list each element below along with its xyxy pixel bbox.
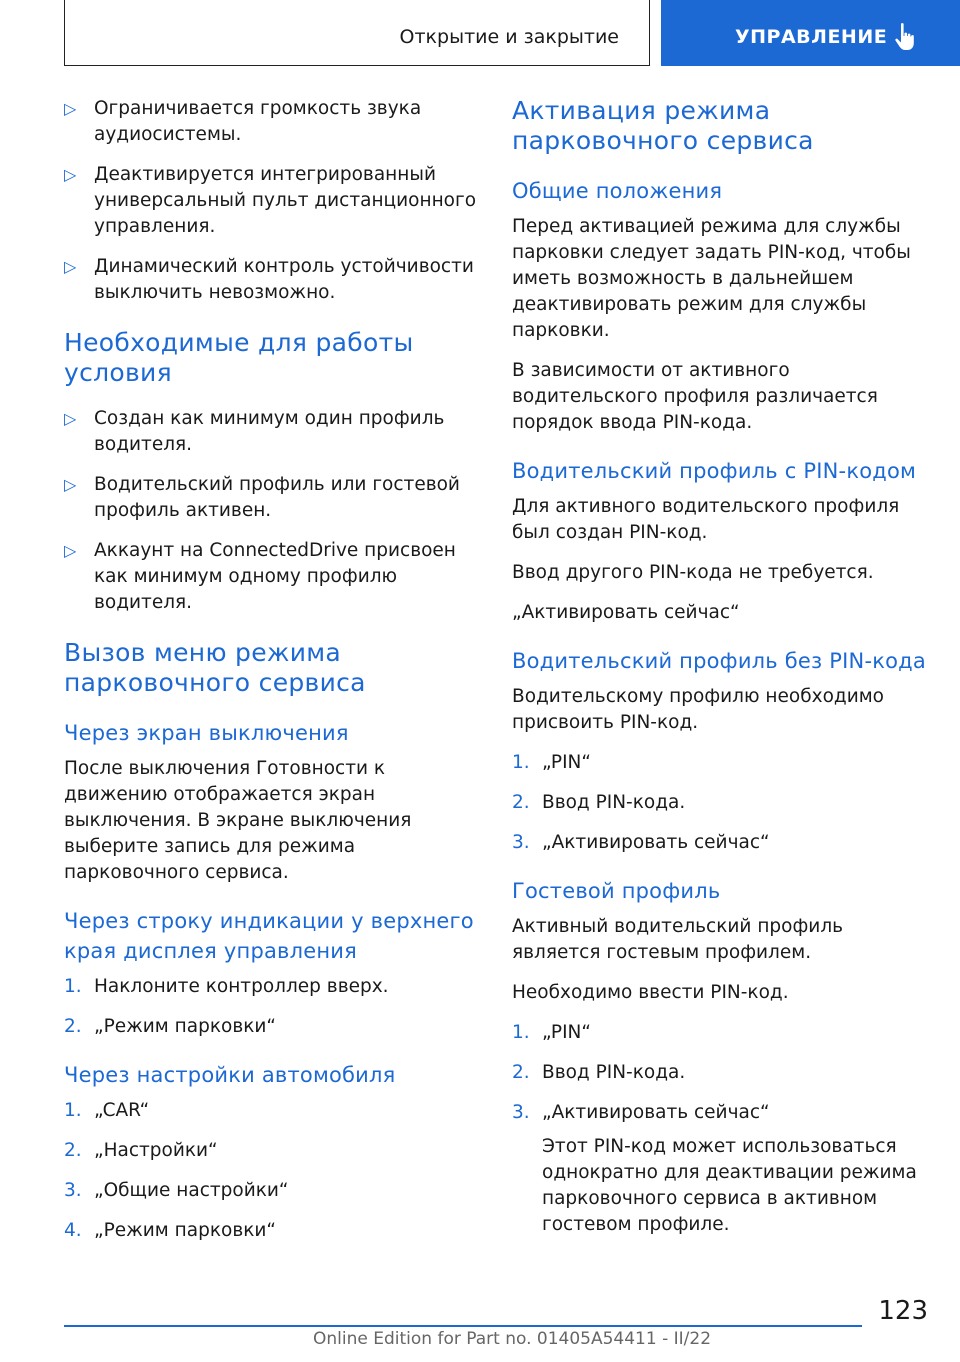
list-item: ▷ Водительский профиль или гостевой профиль активен. xyxy=(64,474,460,521)
step-item: 1. „PIN“ xyxy=(512,752,591,773)
heading-general: Общие положения xyxy=(512,179,723,203)
guest-text-1: Активный водительский профиль является гостевым профилем. xyxy=(512,916,844,963)
heading-guest-profile: Гостевой профиль xyxy=(512,879,721,903)
conditions-list xyxy=(64,406,478,616)
heading-conditions: Необходимые для работы условия xyxy=(64,328,414,387)
bullet-arrow-icon: ▷ xyxy=(64,409,77,428)
step-item: 2. „Настройки“ xyxy=(64,1140,218,1161)
footer-divider xyxy=(64,1325,862,1327)
heading-profile-with-pin: Водительский профиль с PIN-кодом xyxy=(512,459,917,483)
step-item: 4. „Режим парковки“ xyxy=(64,1220,277,1241)
page-number: 123 xyxy=(878,1296,928,1326)
guest-steps xyxy=(512,1020,932,1238)
without-pin-steps xyxy=(512,750,932,856)
restrictions-list xyxy=(64,96,478,306)
step-item: 2. Ввод PIN-кода. xyxy=(512,1062,686,1083)
section-title: Открытие и закрытие xyxy=(399,26,619,48)
heading-menu: Вызов меню режима парковочного сервиса xyxy=(64,638,366,697)
step-item: 1. Наклоните контроллер вверх. xyxy=(64,976,389,997)
vehicle-settings-steps xyxy=(64,1098,478,1244)
bullet-arrow-icon: ▷ xyxy=(64,257,77,276)
bullet-arrow-icon: ▷ xyxy=(64,99,77,118)
heading-shutdown-screen: Через экран выключения xyxy=(64,721,349,745)
right-column xyxy=(512,96,932,1252)
list-item: ▷ Ограничивается громкость звука аудиосистемы. xyxy=(64,98,422,145)
heading-vehicle-settings: Через настройки автомобиля xyxy=(64,1063,396,1087)
status-bar-steps xyxy=(64,974,478,1040)
list-item: ▷ Деактивируется интегрированный универсальный пульт дистанционного управления. xyxy=(64,164,477,237)
step-item: 2. Ввод PIN-кода. xyxy=(512,792,686,813)
step-item: 1. „PIN“ xyxy=(512,1022,591,1043)
list-item: ▷ Аккаунт на ConnectedDrive присвоен как минимум одному профилю водителя. xyxy=(64,540,456,613)
heading-profile-without-pin: Водительский профиль без PIN-кода xyxy=(512,649,926,673)
bullet-arrow-icon: ▷ xyxy=(64,541,77,560)
with-pin-text-3: „Активировать сейчас“ xyxy=(512,602,740,623)
header-section-box xyxy=(64,0,650,66)
with-pin-text-2: Ввод другого PIN-кода не требуется. xyxy=(512,562,874,583)
step-item: 3. „Активировать сейчас“ xyxy=(512,832,770,853)
heading-activation: Активация режима парковочного сервиса xyxy=(512,96,814,155)
edition-text: Online Edition for Part no. 01405A54411 - II/22 xyxy=(313,1329,712,1349)
guest-text-2: Необходимо ввести PIN-код. xyxy=(512,982,789,1003)
step-item: 3. „Общие настройки“ xyxy=(64,1180,289,1201)
guest-note: Этот PIN-код может использоваться однократно для деактивации режима парковочного сервиса в активном гостевом профиле. xyxy=(542,1136,917,1235)
general-text-2: В зависимости от активного водительского профиля различается порядок ввода PIN-кода. xyxy=(512,360,878,433)
chapter-title: УПРАВЛЕНИЕ xyxy=(735,26,888,48)
step-item: 3. „Активировать сейчас“ Этот PIN-код может использоваться однократно для деактивации режима парковочного сервиса в активном гостевом профиле. xyxy=(512,1100,932,1238)
left-column xyxy=(64,96,478,1258)
chapter-tab xyxy=(661,0,960,66)
with-pin-text-1: Для активного водительского профиля был создан PIN-код. xyxy=(512,496,900,543)
bullet-arrow-icon: ▷ xyxy=(64,475,77,494)
shutdown-text: После выключения Готовности к движению отображается экран выключения. В экране выключения выберите запись для режима парковочного сервиса. xyxy=(64,758,412,883)
without-pin-text: Водительскому профилю необходимо присвоить PIN-код. xyxy=(512,686,884,733)
list-item: ▷ Динамический контроль устойчивости выключить невозможно. xyxy=(64,256,474,303)
general-text-1: Перед активацией режима для службы парковки следует задать PIN-код, чтобы иметь возможность в дальнейшем деактивировать режим для службы парковки. xyxy=(512,216,911,341)
list-item: ▷ Создан как минимум один профиль водителя. xyxy=(64,408,445,455)
step-item: 1. „CAR“ xyxy=(64,1100,150,1121)
heading-status-bar: Через строку индикации у верхнего края дисплея управления xyxy=(64,909,474,963)
hand-pointer-icon xyxy=(894,22,920,52)
step-item: 2. „Режим парковки“ xyxy=(64,1016,277,1037)
bullet-arrow-icon: ▷ xyxy=(64,165,77,184)
